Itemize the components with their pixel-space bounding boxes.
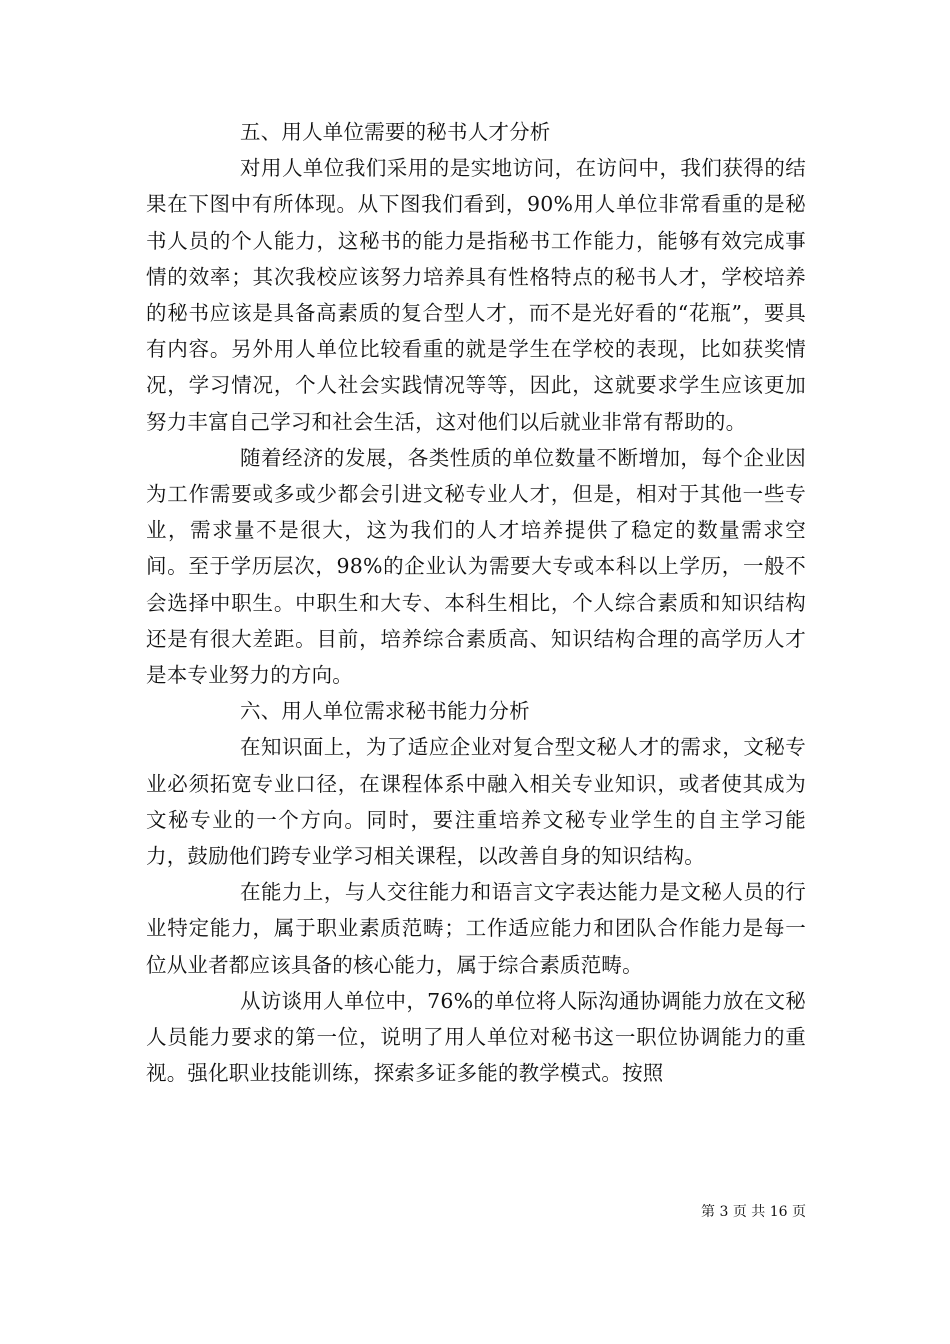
paragraph-communication-ability: 从访谈用人单位中，76%的单位将人际沟通协调能力放在文秘人员能力要求的第一位，说明了用人单位对秘书这一职位协调能力的重视。强化职业技能训练，探索多证多能的教学模式。按照 [146, 988, 806, 1086]
section-heading-five: 五、用人单位需要的秘书人才分析 [240, 120, 551, 144]
page-number-footer: 第 3 页 共 16 页 [701, 1204, 806, 1220]
document-body [146, 114, 806, 1091]
paragraph-ability-analysis: 在能力上，与人交往能力和语言文字表达能力是文秘人员的行业特定能力，属于职业素质范畴；工作适应能力和团队合作能力是每一位从业者都应该具备的核心能力，属于综合素质范畴。 [146, 880, 806, 977]
paragraph-knowledge-scope: 在知识面上，为了适应企业对复合型文秘人才的需求，文秘专业必须拓宽专业口径，在课程体系中融入相关专业知识，或者使其成为文秘专业的一个方向。同时，要注重培养文秘专业学生的自主学习能力，鼓励他们跨专业学习相关课程，以改善自身的知识结构。 [146, 735, 806, 869]
paragraph-employer-visit-results: 对用人单位我们采用的是实地访问，在访问中，我们获得的结果在下图中有所体现。从下图我们看到，90%用人单位非常看重的是秘书人员的个人能力，这秘书的能力是指秘书工作能力，能够有效完成事情的效率；其次我校应该努力培养具有性格特点的秘书人才，学校培养的秘书应该是具备高素质的复合型人才，而不是光好看的“花瓶”，要具有内容。另外用人单位比较看重的就是学生在学校的表现，比如获奖情况，学习情况，个人社会实践情况等等，因此，这就要求学生应该更加努力丰富自己学习和社会生活，这对他们以后就业非常有帮助的。 [146, 156, 806, 434]
paragraph-economic-development-demand: 随着经济的发展，各类性质的单位数量不断增加，每个企业因为工作需要或多或少都会引进文秘专业人才，但是，相对于其他一些专业，需求量不是很大，这为我们的人才培养提供了稳定的数量需求空间。至于学历层次，98%的企业认为需要大专或本科以上学历，一般不会选择中职生。中职生和大专、本科生相比，个人综合素质和知识结构还是有很大差距。目前，培养综合素质高、知识结构合理的高学历人才是本专业努力的方向。 [146, 445, 806, 688]
section-heading-six: 六、用人单位需求秘书能力分析 [240, 699, 530, 724]
